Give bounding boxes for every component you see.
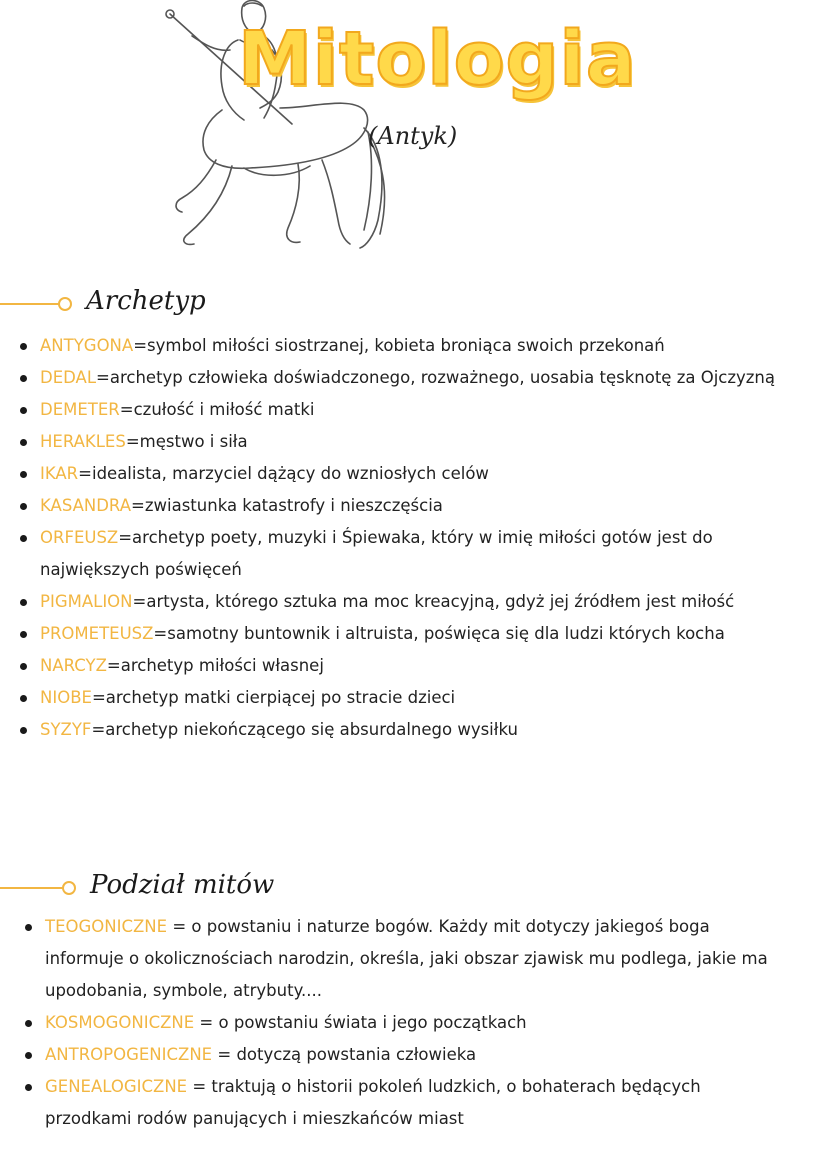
list-item — [45, 911, 775, 1007]
list-item — [40, 586, 800, 618]
list-item-description: =samotny buntownik i altruista, poświęca się dla ludzi których kocha — [153, 624, 725, 643]
section-divider-dot — [58, 297, 72, 311]
section-divider-dot — [62, 881, 76, 895]
list-item-term: KOSMOGONICZNE — [45, 1013, 195, 1032]
list-item — [40, 714, 800, 746]
list-item-term: HERAKLES — [40, 432, 126, 451]
list-item — [40, 394, 800, 426]
list-item-description: =archetyp matki cierpiącej po stracie dzieci — [91, 688, 456, 707]
list-item — [40, 618, 800, 650]
list-item-description: =czułość i miłość matki — [119, 400, 315, 419]
list-item — [45, 1071, 775, 1135]
list-item-description: =archetyp poety, muzyki i Śpiewaka, który w imię miłości gotów jest do największych poświęceń — [40, 528, 713, 579]
list-item-term: IKAR — [40, 464, 79, 483]
list-item-term: DEDAL — [40, 368, 97, 387]
list-item-term: SYZYF — [40, 720, 92, 739]
list-item — [40, 458, 800, 490]
list-item — [45, 1039, 775, 1071]
list-item-description: =zwiastunka katastrofy i nieszczęścia — [131, 496, 443, 515]
list-item-term: DEMETER — [40, 400, 120, 419]
list-item — [40, 490, 800, 522]
section-divider-line — [0, 303, 60, 305]
list-item-description: =artysta, którego sztuka ma moc kreacyjną, gdyż jej źródłem jest miłość — [132, 592, 735, 611]
list-item-term: ANTYGONA — [40, 336, 134, 355]
list-item-description: =archetyp niekończącego się absurdalnego wysiłku — [91, 720, 518, 739]
list-item-term: ANTROPOGENICZNE — [45, 1045, 213, 1064]
list-item-description: =archetyp człowieka doświadczonego, rozważnego, uosabia tęsknotę za Ojczyzną — [96, 368, 776, 387]
list-item — [40, 330, 800, 362]
archetype-list — [40, 330, 800, 746]
section-header-podzial-mitow — [0, 868, 400, 908]
list-item-term: NARCYZ — [40, 656, 107, 675]
section-divider-line — [0, 887, 64, 889]
section-heading-archetyp: Archetyp — [86, 286, 206, 316]
section-heading-podzial-mitow: Podział mitów — [90, 870, 275, 900]
list-item-description: =idealista, marzyciel dążący do wzniosłych celów — [78, 464, 489, 483]
list-item-description: =archetyp miłości własnej — [106, 656, 324, 675]
list-item-term: PIGMALION — [40, 592, 133, 611]
list-item — [40, 522, 800, 586]
list-item-description: = o powstaniu świata i jego początkach — [194, 1013, 527, 1032]
list-item — [40, 650, 800, 682]
myth-division-list — [45, 911, 775, 1135]
list-item — [40, 426, 800, 458]
list-item-term: PROMETEUSZ — [40, 624, 154, 643]
list-item-term: KASANDRA — [40, 496, 132, 515]
list-item — [40, 682, 800, 714]
list-item-term: GENEALOGICZNE — [45, 1077, 188, 1096]
page-title: Mitologia — [238, 16, 637, 102]
list-item-description: =męstwo i siła — [125, 432, 248, 451]
list-item — [40, 362, 800, 394]
page-subtitle: (Antyk) — [368, 122, 458, 150]
list-item-term: TEOGONICZNE — [45, 917, 168, 936]
list-item-term: ORFEUSZ — [40, 528, 119, 547]
list-item-description: =symbol miłości siostrzanej, kobieta broniąca swoich przekonań — [133, 336, 665, 355]
list-item — [45, 1007, 775, 1039]
list-item-description: = traktują o historii pokoleń ludzkich, o bohaterach będących przodkami rodów panujących i mieszkańców miast — [45, 1077, 701, 1128]
section-header-archetyp — [0, 284, 400, 324]
list-item-term: NIOBE — [40, 688, 92, 707]
list-item-description: = o powstaniu i naturze bogów. Każdy mit dotyczy jakiegoś boga informuje o okolicznościach narodzin, określa, jaki obszar zjawisk mu podlega, jakie ma upodobania, symbole, atrybuty.... — [45, 917, 768, 1000]
list-item-description: = dotyczą powstania człowieka — [212, 1045, 477, 1064]
